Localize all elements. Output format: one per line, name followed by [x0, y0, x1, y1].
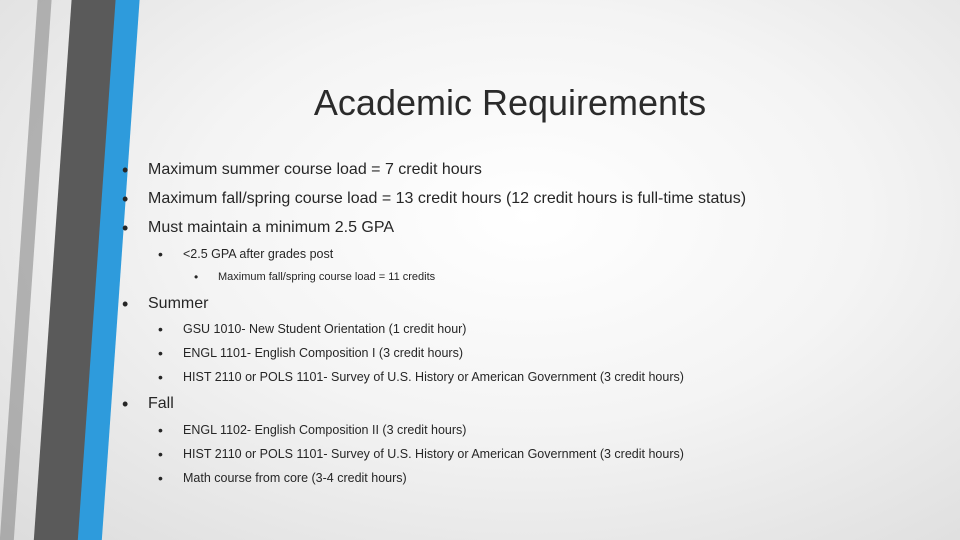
sub-sub-bullet-text: Maximum fall/spring course load = 11 credits: [218, 271, 436, 283]
course-text: Math course from core (3-4 credit hours): [183, 471, 407, 485]
bullet-icon: •: [158, 446, 163, 462]
bullet-item-fall: [122, 394, 174, 414]
bullet-item: [122, 160, 482, 180]
course-text: ENGL 1101- English Composition I (3 credit hours): [183, 346, 463, 360]
fall-course-item: [158, 470, 407, 486]
bullet-icon: •: [158, 321, 163, 337]
bullet-icon: •: [158, 369, 163, 385]
bullet-icon: •: [194, 270, 199, 284]
sub-bullet-item: [158, 246, 334, 262]
bullet-item: [122, 218, 395, 238]
bullet-icon: •: [122, 394, 129, 414]
course-text: ENGL 1102- English Composition II (3 credit hours): [183, 423, 467, 437]
bullet-icon: •: [158, 422, 163, 438]
slide-title: Academic Requirements: [313, 82, 707, 123]
summer-course-item: [158, 345, 463, 361]
summer-course-item: [158, 321, 467, 337]
bullet-icon: •: [158, 470, 163, 486]
course-text: GSU 1010- New Student Orientation (1 credit hour): [183, 322, 467, 336]
bullet-text: Maximum fall/spring course load = 13 credit hours (12 credit hours is full-time status): [148, 190, 747, 207]
bullet-icon: •: [158, 246, 163, 262]
sub-bullet-text: <2.5 GPA after grades post: [183, 247, 334, 261]
bullet-item-summer: [122, 294, 209, 314]
sub-sub-bullet-item: [196, 270, 435, 284]
bullet-icon: •: [122, 218, 129, 238]
bullet-icon: •: [158, 345, 163, 361]
fall-course-item: [158, 446, 684, 462]
bullet-icon: •: [122, 160, 129, 180]
summer-course-item: [158, 369, 684, 385]
bullet-text: Maximum summer course load = 7 credit hours: [148, 161, 482, 178]
bullet-text: Summer: [148, 295, 209, 312]
course-text: HIST 2110 or POLS 1101- Survey of U.S. History or American Government (3 credit hours): [183, 370, 684, 384]
bullet-text: Fall: [148, 395, 174, 412]
bullet-text: Must maintain a minimum 2.5 GPA: [148, 219, 395, 236]
fall-course-item: [158, 422, 467, 438]
bullet-item: [122, 189, 747, 209]
bullet-icon: •: [122, 294, 129, 314]
bullet-icon: •: [122, 189, 129, 209]
course-text: HIST 2110 or POLS 1101- Survey of U.S. History or American Government (3 credit hours): [183, 447, 684, 461]
